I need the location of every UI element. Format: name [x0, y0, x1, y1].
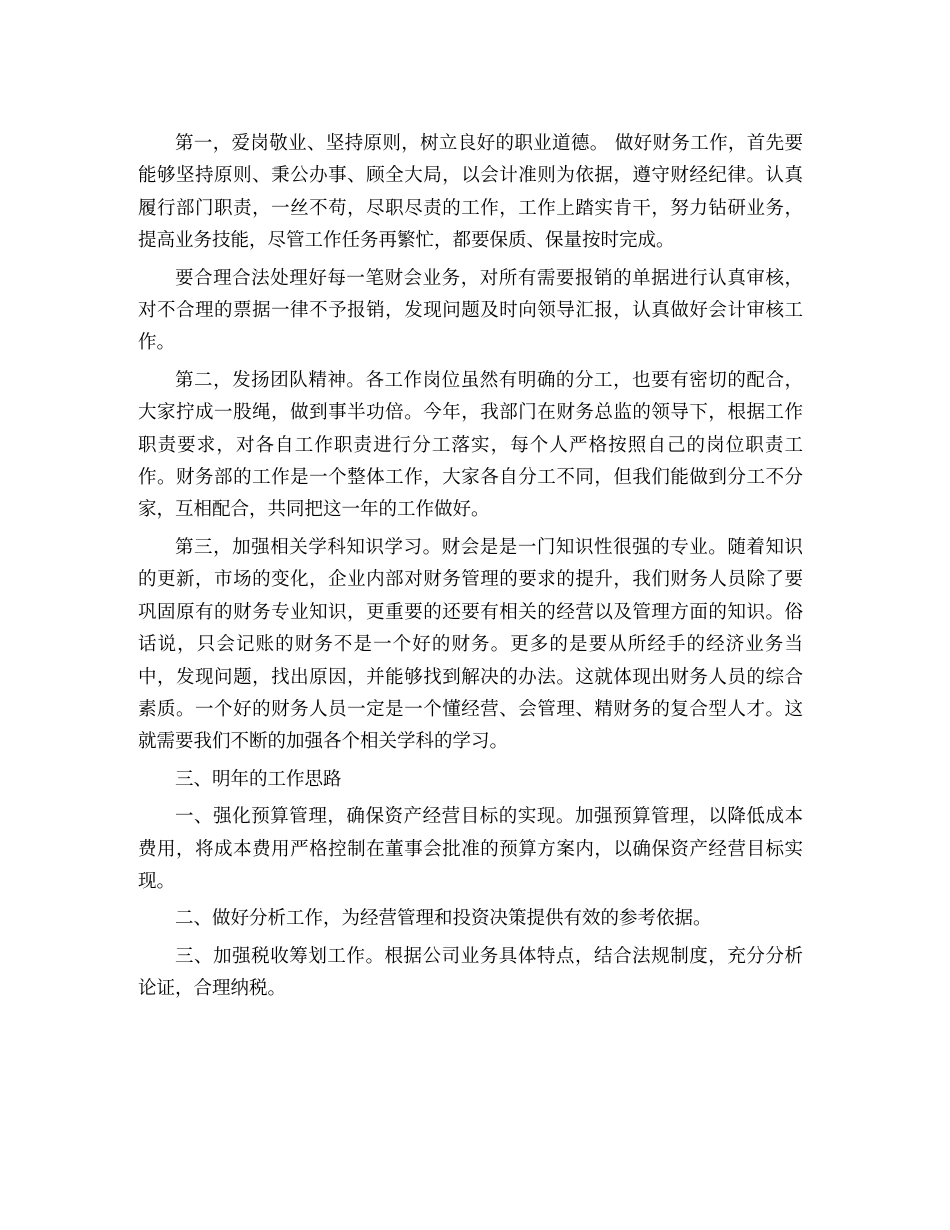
paragraph-professional-ethics: 第一，爱岗敬业、坚持原则，树立良好的职业道德。 做好财务工作，首先要能够坚持原则、秉公办事、顾全大局，以会计准则为依据，遵守财经纪律。认真履行部门职责，一丝不苟，尽职尽责的工作，工作上踏实肯干，努力钻研业务，提高业务技能，尽管工作任务再繁忙，都要保质、保量按时完成。	[138, 133, 803, 252]
paragraph-tax-planning: 三、加强税收筹划工作。根据公司业务具体特点，结合法规制度，充分分析论证，合理纳税。	[138, 945, 803, 1000]
document-body	[138, 128, 803, 1011]
paragraph-reimbursement-review: 要合理合法处理好每一笔财会业务，对所有需要报销的单据进行认真审核，对不合理的票据一律不予报销，发现问题及时向领导汇报，认真做好会计审核工作。	[138, 267, 803, 354]
paragraph-team-spirit: 第二，发扬团队精神。各工作岗位虽然有明确的分工，也要有密切的配合，大家拧成一股绳，做到事半功倍。今年，我部门在财务总监的领导下，根据工作职责要求，对各自工作职责进行分工落实，每个人严格按照自己的岗位职责工作。财务部的工作是一个整体工作，大家各自分工不同，但我们能做到分工不分家，互相配合，共同把这一年的工作做好。	[138, 369, 803, 521]
paragraph-knowledge-learning: 第三，加强相关学科知识学习。财会是是一门知识性很强的专业。随着知识的更新，市场的变化，企业内部对财务管理的要求的提升，我们财务人员除了要巩固原有的财务专业知识，更重要的还要有相关的经营以及管理方面的知识。俗话说，只会记账的财务不是一个好的财务。更多的是要从所经手的经济业务当中，发现问题，找出原因，并能够找到解决的办法。这就体现出财务人员的综合素质。一个好的财务人员一定是一个懂经营、会管理、精财务的复合型人才。这就需要我们不断的加强各个相关学科的学习。	[138, 536, 803, 753]
section-heading-next-year-plan: 三、明年的工作思路	[175, 768, 342, 790]
paragraph-analysis-work: 二、做好分析工作，为经营管理和投资决策提供有效的参考依据。	[175, 908, 712, 930]
paragraph-budget-management: 一、强化预算管理，确保资产经营目标的实现。加强预算管理，以降低成本费用，将成本费用严格控制在董事会批准的预算方案内，以确保资产经营目标实现。	[138, 806, 803, 892]
